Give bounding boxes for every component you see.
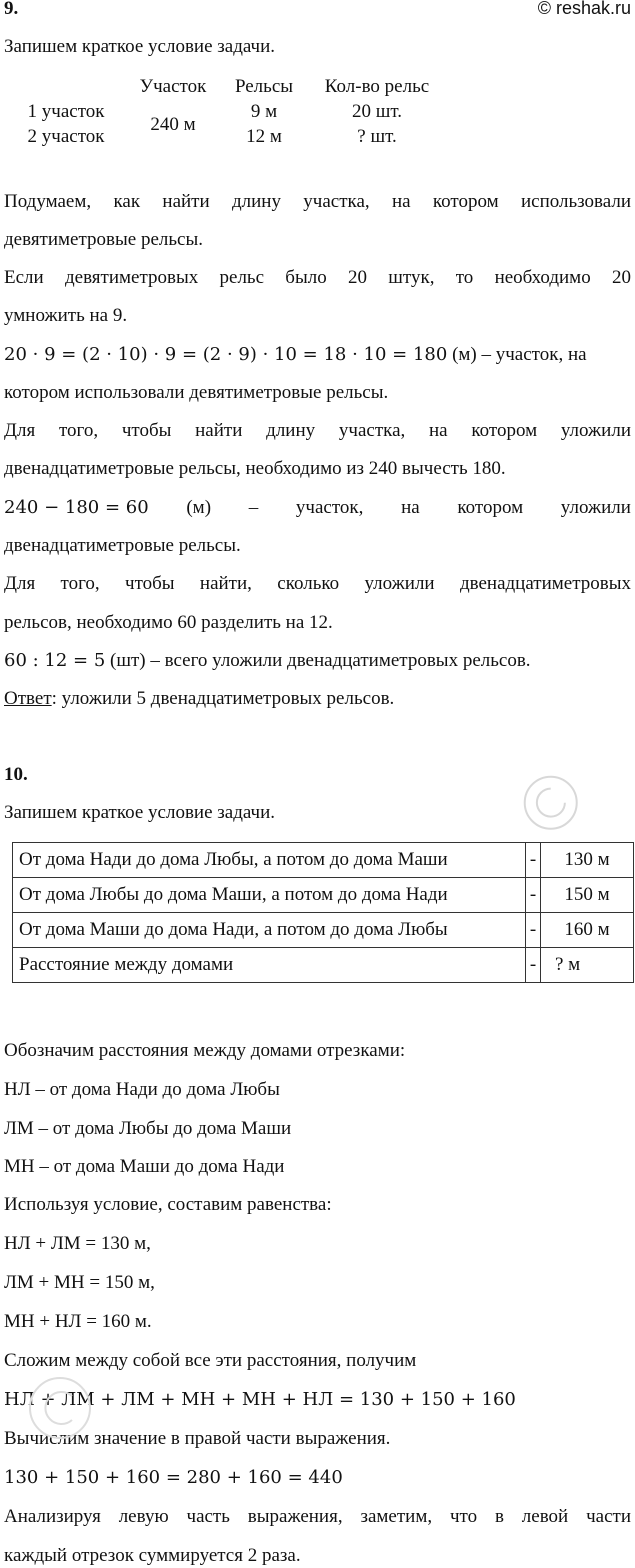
text-line: ЛМ – от дома Любы до дома Маши [4,1118,292,1139]
word: на [401,497,420,518]
table-length-value: 240 м [150,114,196,135]
equation-line: 130 + 150 + 160 = 280 + 160 = 440 [4,1467,343,1488]
equation-line: ЛМ + МН = 150 м, [4,1272,155,1293]
text-line: каждый отрезок суммируется 2 раза. [4,1545,301,1566]
equation-line-2 [4,497,631,519]
text-line: Вычислим значение в правой части выражения. [4,1428,391,1449]
table-header-section: Участок [139,76,207,97]
text-line: Для того, чтобы найти длину участка, на котором уложили [4,420,631,441]
table-count-value: 20 шт. [351,101,402,122]
table-rail-value: 9 м [250,101,278,122]
table-cell-value: 130 м [541,843,634,878]
answer-line [4,688,394,710]
table-rail-value: 12 м [246,126,282,147]
table-cell-dash: - [526,948,541,983]
equation-math: 60 : 12 = 5 [4,650,106,671]
text-line: Сложим между собой все эти расстояния, получим [4,1350,417,1371]
equation-line: МН + НЛ = 160 м. [4,1311,152,1332]
text-line: Для того, чтобы найти, сколько уложили двенадцатиметровых [4,573,631,594]
table-row [13,913,634,948]
problem-9-intro: Запишем краткое условие задачи. [4,36,276,57]
text-line: двенадцатиметровые рельсы, необходимо из 240 вычесть 180. [4,458,506,479]
text-line: двенадцатиметровые рельсы. [4,535,241,556]
table-row [13,878,634,913]
word: котором [457,497,524,518]
equation-math: 20 · 9 = (2 · 10) · 9 = (2 · 9) · 10 = 18 · 10 = 180 [4,344,448,365]
table-cell-dash: - [526,843,541,878]
text-line: умножить на 9. [4,305,128,326]
equation-text: (шт) – всего уложили двенадцатиметровых рельсов. [110,650,531,671]
answer-text: : уложили 5 двенадцатиметровых рельсов. [51,688,395,709]
table-row-label: 1 участок [27,101,105,122]
problem-9-number: 9. [4,0,19,19]
table-cell-dash: - [526,913,541,948]
table-cell-text: Расстояние между домами [13,948,526,983]
text-line: котором использовали девятиметровые рельсы. [4,382,389,403]
text-line: Если девятиметровых рельс было 20 штук, то необходимо 20 [4,267,631,288]
table-header-rails: Рельсы [234,76,294,97]
problem-10-intro: Запишем краткое условие задачи. [4,802,276,823]
equation-text: (м) – участок, на [452,344,587,365]
equation-math: 240 − 180 = 60 [4,497,149,518]
table-cell-text: От дома Любы до дома Маши, а потом до дома Нади [13,878,526,913]
word: участок, [295,497,364,518]
problem-10-condition-table [12,842,634,983]
table-cell-value: 150 м [541,878,634,913]
brand-label: © reshak.ru [537,0,631,18]
word: (м) [186,497,212,518]
text-line: рельсов, необходимо 60 разделить на 12. [4,612,333,633]
table-row [13,948,634,983]
copyright-circle-icon [514,766,588,840]
answer-label: Ответ [4,688,52,709]
text-line: НЛ – от дома Нади до дома Любы [4,1079,280,1100]
table-header-count: Кол-во рельс [324,76,430,97]
equation-line-3 [4,650,531,672]
equation-line: НЛ + ЛМ = 130 м, [4,1233,151,1254]
text-line: МН – от дома Маши до дома Нади [4,1156,285,1177]
text-line: Используя условие, составим равенства: [4,1194,332,1215]
copyright-c-icon [531,786,568,823]
table-row-label: 2 участок [27,126,105,147]
table-row [13,843,634,878]
word: уложили [560,497,631,518]
table-count-value: ? шт. [357,126,397,147]
problem-10-number: 10. [4,764,28,785]
equation-line: НЛ + ЛМ + ЛМ + МН + МН + НЛ = 130 + 150 + 160 [4,1389,516,1410]
table-cell-text: От дома Нади до дома Любы, а потом до дома Маши [13,843,526,878]
table-cell-dash: - [526,878,541,913]
text-line: Подумаем, как найти длину участка, на котором использовали [4,191,631,212]
table-cell-value: ? м [541,948,634,983]
text-line: девятиметровые рельсы. [4,229,203,250]
equation-line-1 [4,344,587,366]
text-line: Обозначим расстояния между домами отрезками: [4,1040,406,1061]
table-cell-text: От дома Маши до дома Нади, а потом до дома Любы [13,913,526,948]
word: – [248,497,259,518]
table-cell-value: 160 м [541,913,634,948]
text-line: Анализируя левую часть выражения, заметим, что в левой части [4,1506,631,1527]
